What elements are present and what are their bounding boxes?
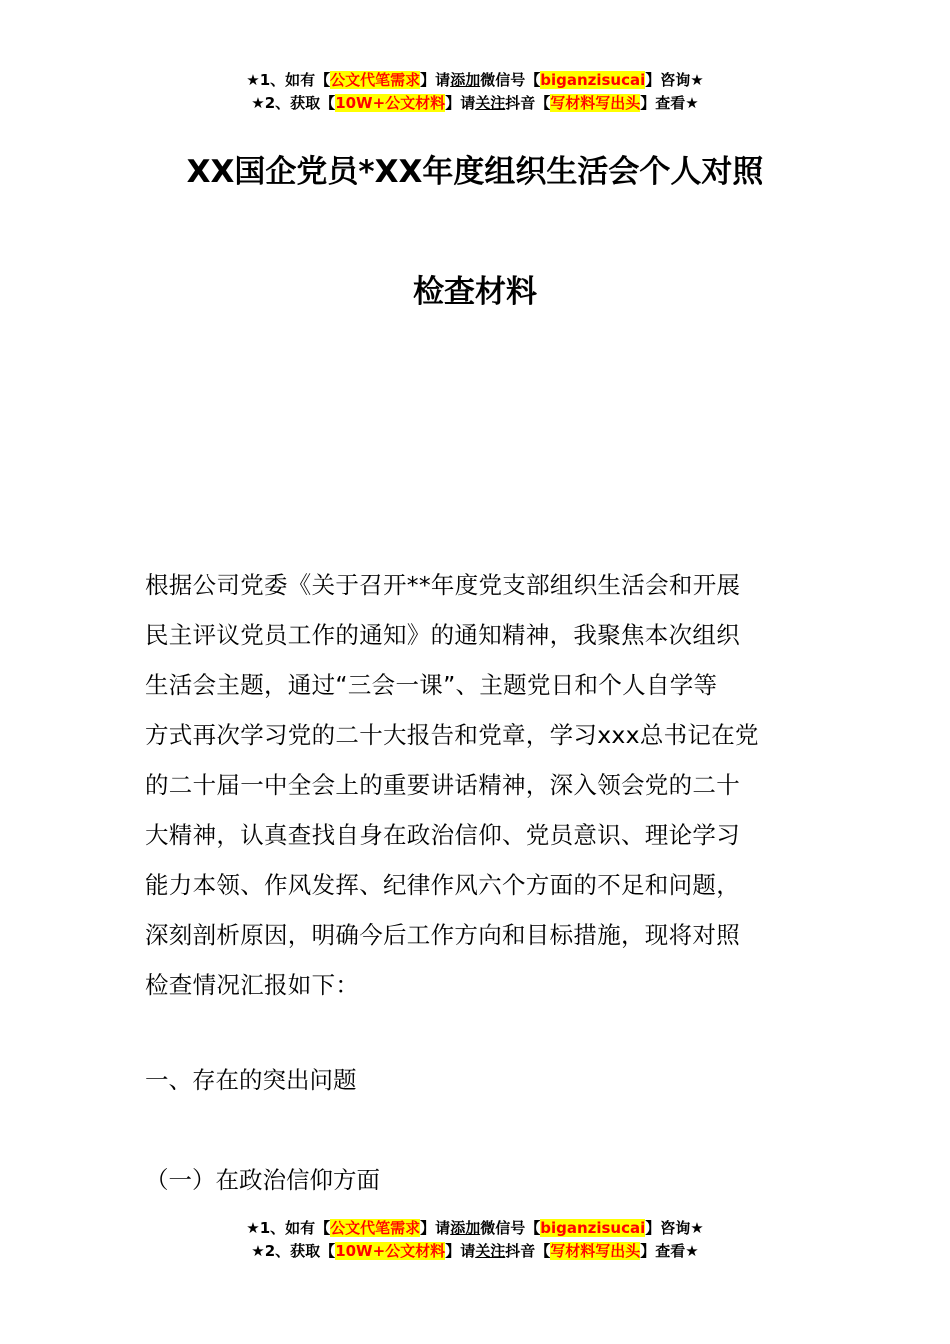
paragraph-line: 深刻剖析原因，明确今后工作方向和目标措施，现将对照 [145,921,740,949]
section-heading: 一、存在的突出问题 [145,1066,357,1094]
promo-line-2: ★2、获取【10W+公文材料】请关注抖音【写材料写出头】查看★ [251,94,699,112]
document-title-line-2: 检查材料 [413,274,537,310]
paragraph-line: 大精神，认真查找自身在政治信仰、党员意识、理论学习 [145,821,740,849]
promo-line-1: ★1、如有【公文代笔需求】请添加微信号【biganzisucai】咨询★ [246,71,704,89]
paragraph-line: 根据公司党委《关于召开**年度党支部组织生活会和开展 [145,571,741,599]
paragraph-line: 的二十届一中全会上的重要讲话精神，深入领会党的二十 [145,771,740,799]
highlight-douyin-account: 写材料写出头 [550,1242,641,1260]
highlight-materials: 10W+公文材料 [335,94,446,112]
highlight-materials: 10W+公文材料 [335,1242,446,1260]
highlight-wechat-id: biganzisucai [540,71,646,89]
paragraph-line: 检查情况汇报如下： [145,971,360,999]
subsection-heading: （一）在政治信仰方面 [145,1166,380,1194]
highlight-service: 公文代笔需求 [330,71,421,89]
body-paragraph [145,560,810,1010]
promo-line-1: ★1、如有【公文代笔需求】请添加微信号【biganzisucai】咨询★ [246,1219,704,1237]
paragraph-line: 生活会主题，通过“三会一课”、主题党日和个人自学等 [145,671,718,699]
highlight-wechat-id: biganzisucai [540,1219,646,1237]
document-title-line-1: XX国企党员*XX年度组织生活会个人对照 [186,154,764,190]
paragraph-line: 方式再次学习党的二十大报告和党章，学习xxx总书记在党 [145,721,759,749]
promo-banner-bottom [0,1217,950,1263]
paragraph-line: 能力本领、作风发挥、纪律作风六个方面的不足和问题， [145,871,740,899]
highlight-service: 公文代笔需求 [330,1219,421,1237]
paragraph-line: 民主评议党员工作的通知》的通知精神，我聚焦本次组织 [145,621,740,649]
highlight-douyin-account: 写材料写出头 [550,94,641,112]
promo-banner-top [0,69,950,115]
promo-line-2: ★2、获取【10W+公文材料】请关注抖音【写材料写出头】查看★ [251,1242,699,1260]
